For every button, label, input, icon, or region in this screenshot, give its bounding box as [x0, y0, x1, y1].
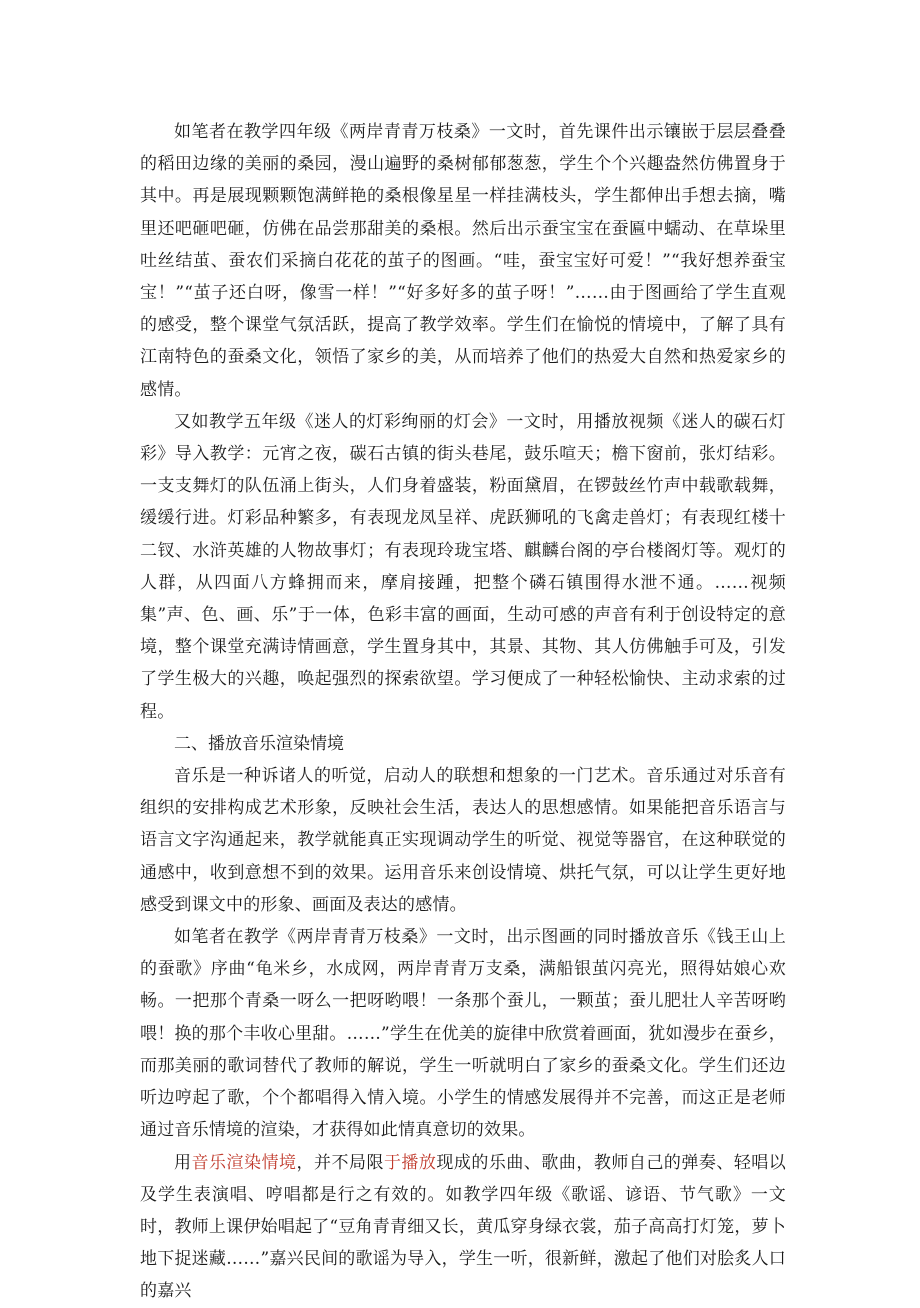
hyperlink-music-situation[interactable]: 音乐渲染情境 — [191, 1152, 297, 1173]
paragraph-mulberry-lesson: 如笔者在教学四年级《两岸青青万枝桑》一文时，首先课件出示镶嵌于层层叠叠的稻田边缘的美丽的桑园，漫山遍野的桑树郁郁葱葱，学生个个兴趣盎然仿佛置身于其中。再是展现颗颗饱满鲜艳的桑根像星星一样挂满枝头，学生都伸出手想去摘，嘴里还吧砸吧砸，仿佛在品尝那甜美的桑根。然后出示蚕宝宝在蚕匾中蠕动、在草垛里吐丝结茧、蚕农们采摘白花花的茧子的图画。“哇，蚕宝宝好可爱！”“我好想养蚕宝宝！”“茧子还白呀，像雪一样！”“好多好多的茧子呀！”……由于图画给了学生直观的感受，整个课堂气氛活跃，提高了教学效率。学生们在愉悦的情境中，了解了具有江南特色的蚕桑文化，领悟了家乡的美，从而培养了他们的热爱大自然和热爱家乡的感情。 — [140, 122, 786, 400]
paragraph-lantern-lesson: 又如教学五年级《迷人的灯彩绚丽的灯会》一文时，用播放视频《迷人的碳石灯彩》导入教学：元宵之夜，碳石古镇的街头巷尾，鼓乐喧天；檐下窗前，张灯结彩。一支支舞灯的队伍涌上街头，人们身着盛装，粉面黛眉，在锣鼓丝竹声中载歌载舞，缓缓行进。灯彩品种繁多，有表现龙凤呈祥、虎跃狮吼的飞禽走兽灯；有表现红楼十二钗、水浒英雄的人物故事灯；有表现玲珑宝塔、麒麟台阁的亭台楼阁灯等。观灯的人群，从四面八方蜂拥而来，摩肩接踵，把整个磷石镇围得水泄不通。……视频集”声、色、画、乐”于一体，色彩丰富的画面，生动可感的声音有利于创设特定的意境，整个课堂充满诗情画意，学生置身其中，其景、其物、其人仿佛触手可及，引发了学生极大的兴趣，唤起强烈的探索欲望。学习便成了一种轻松愉快、主动求索的过程。 — [140, 411, 786, 722]
paragraph-silkworm-song: 如笔者在教学《两岸青青万枝桑》一文时，出示图画的同时播放音乐《钱王山上的蚕歌》序曲“龟米乡，水成网，两岸青青万支桑，满船银茧闪亮光，照得姑娘心欢畅。一把那个青桑一呀么一把呀哟喂！一条那个蚕儿，一颗茧；蚕儿肥壮人辛苦呀哟喂！换的那个丰收心里甜。……”学生在优美的旋律中欣赏着画面，犹如漫步在蚕乡，而那美丽的歌词替代了教师的解说，学生一听就明白了家乡的蚕桑文化。学生们还边听边哼起了歌，个个都唱得入情入境。小学生的情感发展得并不完善，而这正是老师通过音乐情境的渲染，才获得如此情真意切的效果。 — [140, 927, 786, 1141]
text-middle: ，并不局限 — [296, 1152, 384, 1173]
document-body — [140, 116, 786, 1308]
paragraph-music-intro: 音乐是一种诉诸人的听觉，启动人的联想和想象的一门艺术。音乐通过对乐音有组织的安排构成艺术形象，反映社会生活，表达人的思想感情。如果能把音乐语言与语言文字沟通起来，教学就能真正实现调动学生的听觉、视觉等器官，在这种联觉的通感中，收到意想不到的效果。运用音乐来创设情境、烘托气氛，可以让学生更好地感受到课文中的形象、画面及表达的感情。 — [140, 766, 786, 915]
text-prefix: 用 — [174, 1152, 192, 1173]
hyperlink-playback[interactable]: 于播放 — [383, 1152, 437, 1173]
section-heading-music: 二、播放音乐渲染情境 — [174, 733, 344, 754]
paragraph-singing-lesson — [140, 1147, 786, 1308]
text-suffix: 现成的乐曲、歌曲，教师自己的弹奏、轻唱以及学生表演唱、哼唱都是行之有效的。如教学四年级《歌谣、谚语、节气歌》一文时，教师上课伊始唱起了“豆角青青细又长，黄瓜穿身绿衣裳，茄子高高打灯笼，萝卜地下捉迷藏……”嘉兴民间的歌谣为导入，学生一听，很新鲜，激起了他们对脍炙人口的嘉兴 — [140, 1152, 787, 1302]
